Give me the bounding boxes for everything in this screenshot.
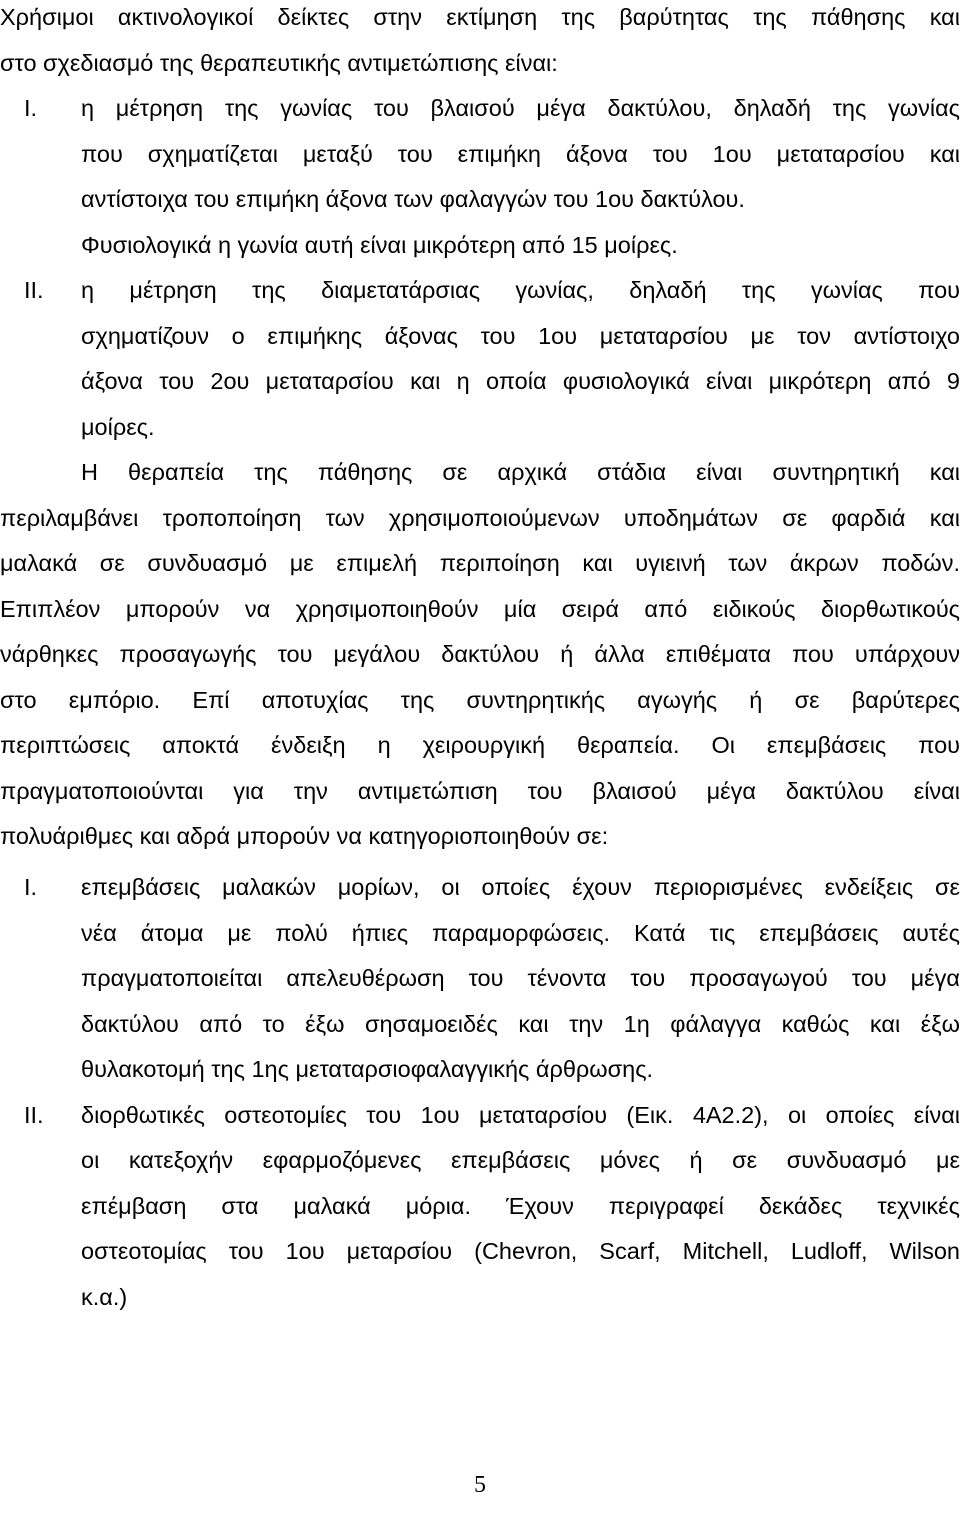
list-item-line: που σχηματίζεται μεταξύ του επιμήκη άξονα του 1ου μεταταρσίου και xyxy=(81,140,960,167)
list-item-line: η μέτρηση της γωνίας του βλαισού μέγα δακτύλου, δηλαδή της γωνίας xyxy=(81,95,960,121)
paragraph-line: Η θεραπεία της πάθησης σε αρχικά στάδια είναι συντηρητική και xyxy=(81,459,960,485)
list-item-number: I. xyxy=(24,95,38,121)
intro-line: Χρήσιμοι ακτινολογικοί δείκτες στην εκτίμηση της βαρύτητας της πάθησης και xyxy=(0,4,960,30)
list-item-number: II. xyxy=(24,277,44,303)
list-item-line: επεμβάσεις μαλακών μορίων, οι οποίες έχουν περιορισμένες ενδείξεις σε xyxy=(81,874,960,900)
list-item-line: Φυσιολογικά η γωνία αυτή είναι μικρότερη από 15 μοίρες. xyxy=(81,231,678,258)
paragraph-line: περιπτώσεις αποκτά ένδειξη η χειρουργική θεραπεία. Οι επεμβάσεις που xyxy=(0,732,960,758)
list-item-line: δακτύλου από το έξω σησαμοειδές και την 1η φάλαγγα καθώς και έξω xyxy=(81,1010,960,1037)
list-item-line: οι κατεξοχήν εφαρμοζόμενες επεμβάσεις μόνες ή σε συνδυασμό με xyxy=(81,1147,960,1173)
paragraph-line: Επιπλέον μπορούν να χρησιμοποιηθούν μία σειρά από ειδικούς διορθωτικούς xyxy=(0,595,960,622)
paragraph-line: νάρθηκες προσαγωγής του μεγάλου δακτύλου ή άλλα επιθέματα που υπάρχουν xyxy=(0,641,960,667)
list-item-line: μοίρες. xyxy=(81,413,155,440)
list-item xyxy=(0,268,960,450)
paragraph-line: μαλακά σε συνδυασμό με επιμελή περιποίηση και υγιεινή των άκρων ποδών. xyxy=(0,550,960,576)
intro-text xyxy=(0,0,960,86)
list-item-line: επέμβαση στα μαλακά μόρια. Έχουν περιγραφεί δεκάδες τεχνικές xyxy=(81,1192,960,1219)
intro-line: στο σχεδιασμό της θεραπευτικής αντιμετώπισης είναι: xyxy=(0,49,558,76)
list-item-line: άξονα του 2ου μεταταρσίου και η οποία φυσιολογικά είναι μικρότερη από 9 xyxy=(81,368,960,394)
list-item-line: πραγματοποιείται απελευθέρωση του τένοντα του προσαγωγού του μέγα xyxy=(81,965,960,991)
list-item-line: διορθωτικές οστεοτομίες του 1ου μεταταρσίου (Εικ. 4Α2.2), οι οποίες είναι xyxy=(81,1101,960,1128)
list-item-number: I. xyxy=(24,874,38,900)
list-item-line: θυλακοτομή της 1ης μεταταρσιοφαλαγγικής άρθρωσης. xyxy=(81,1056,654,1082)
list-item-line: η μέτρηση της διαμετατάρσιας γωνίας, δηλαδή της γωνίας που xyxy=(81,277,960,303)
list-item-number: II. xyxy=(24,1101,44,1128)
paragraph-line: στο εμπόριο. Επί αποτυχίας της συντηρητικής αγωγής ή σε βαρύτερες xyxy=(0,686,960,713)
list-item xyxy=(0,1093,960,1321)
list-item-line: οστεοτομίας του 1ου μεταρσίου (Chevron, Scarf, Mitchell, Ludloff, Wilson xyxy=(81,1238,960,1264)
list-item-line: νέα άτομα με πολύ ήπιες παραμορφώσεις. Κατά τις επεμβάσεις αυτές xyxy=(81,919,960,946)
list-item xyxy=(0,86,960,268)
paragraph-line: περιλαμβάνει τροποποίηση των χρησιμοποιούμενων υποδημάτων σε φαρδιά και xyxy=(0,504,960,531)
page-number: 5 xyxy=(474,1472,486,1498)
interventions-list xyxy=(0,865,960,1320)
paragraph-line: πολυάριθμες και αδρά μπορούν να κατηγοριοποιηθούν σε: xyxy=(0,823,609,849)
list-item-line: σχηματίζουν ο επιμήκης άξονας του 1ου μεταταρσίου με τον αντίστοιχο xyxy=(81,322,960,349)
list-item-line: αντίστοιχα του επιμήκη άξονα των φαλαγγών του 1ου δακτύλου. xyxy=(81,186,745,212)
paragraph-line: πραγματοποιούνται για την αντιμετώπιση του βλαισού μέγα δακτύλου είναι xyxy=(0,777,960,804)
list-item-line: κ.α.) xyxy=(81,1283,128,1310)
list-item xyxy=(0,865,960,1093)
indices-list xyxy=(0,86,960,450)
treatment-paragraph xyxy=(0,450,960,860)
